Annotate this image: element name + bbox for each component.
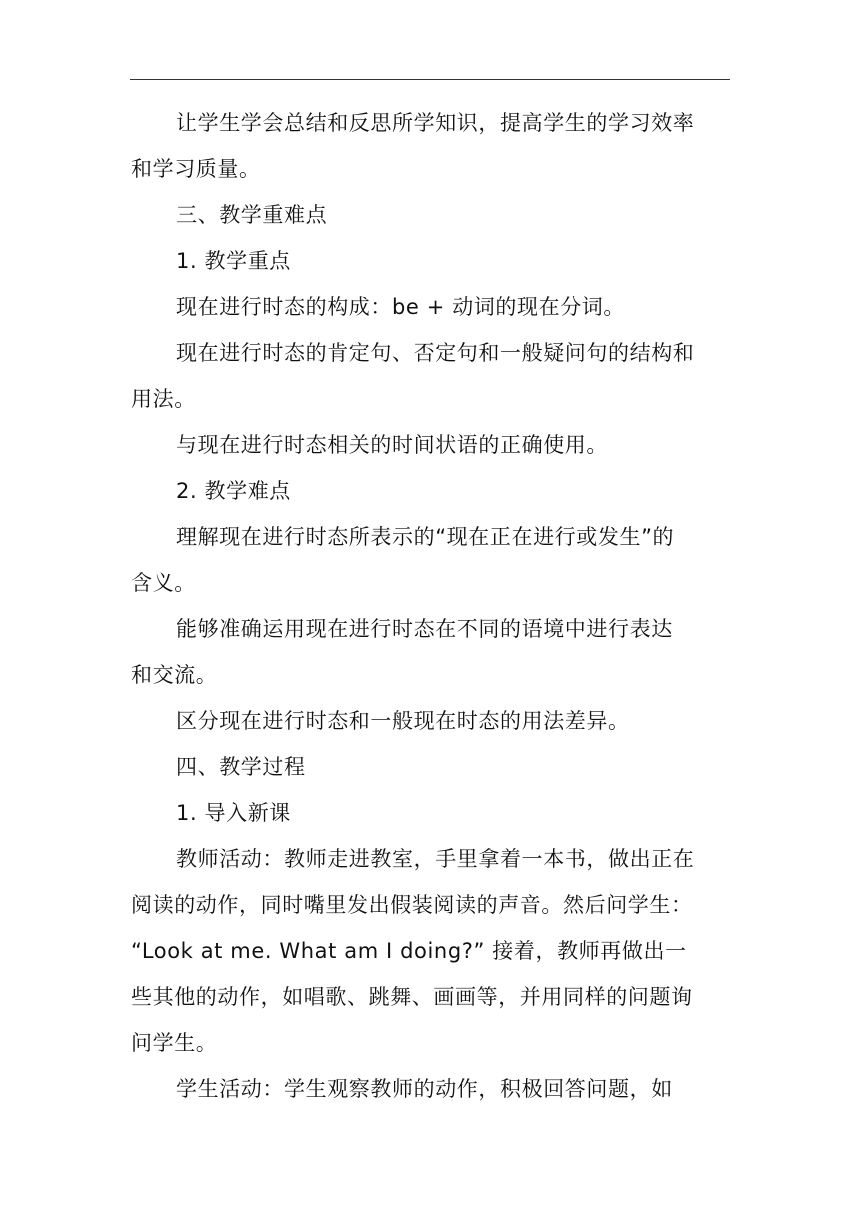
paragraph-line: 阅读的动作，同时嘴里发出假装阅读的声音。然后问学生： (131, 893, 693, 917)
paragraph-line: 能够准确运用现在进行时态在不同的语境中进行表达 (176, 617, 673, 641)
paragraph-line: 和交流。 (131, 663, 218, 687)
paragraph-line: 教师活动：教师走进教室，手里拿着一本书，做出正在 (176, 847, 695, 871)
paragraph-line: 区分现在进行时态和一般现在时态的用法差异。 (176, 709, 630, 733)
section-heading: 四、教学过程 (176, 755, 306, 779)
paragraph-line: “Look at me. What am I doing?” 接着，教师再做出一 (131, 939, 687, 963)
document-body (131, 100, 729, 1112)
section-heading: 三、教学重难点 (176, 203, 328, 227)
paragraph-line: 学生活动：学生观察教师的动作，积极回答问题，如 (176, 1077, 673, 1101)
paragraph-line: 现在进行时态的肯定句、否定句和一般疑问句的结构和 (176, 341, 695, 365)
paragraph-line: 让学生学会总结和反思所学知识，提高学生的学习效率 (176, 111, 695, 135)
paragraph-line: 含义。 (131, 571, 196, 595)
subsection-heading: 1. 教学重点 (176, 249, 291, 273)
paragraph-line: 问学生。 (131, 1031, 218, 1055)
paragraph-line: 和学习质量。 (131, 157, 261, 181)
paragraph-line: 理解现在进行时态所表示的“现在正在进行或发生”的 (176, 525, 675, 549)
subsection-heading: 1. 导入新课 (176, 801, 291, 825)
paragraph-line: 些其他的动作，如唱歌、跳舞、画画等，并用同样的问题询 (131, 985, 693, 1009)
paragraph-line: 用法。 (131, 387, 196, 411)
subsection-heading: 2. 教学难点 (176, 479, 291, 503)
paragraph-line: 现在进行时态的构成：be + 动词的现在分词。 (176, 295, 625, 319)
header-rule (130, 79, 730, 80)
paragraph-line: 与现在进行时态相关的时间状语的正确使用。 (176, 433, 608, 457)
